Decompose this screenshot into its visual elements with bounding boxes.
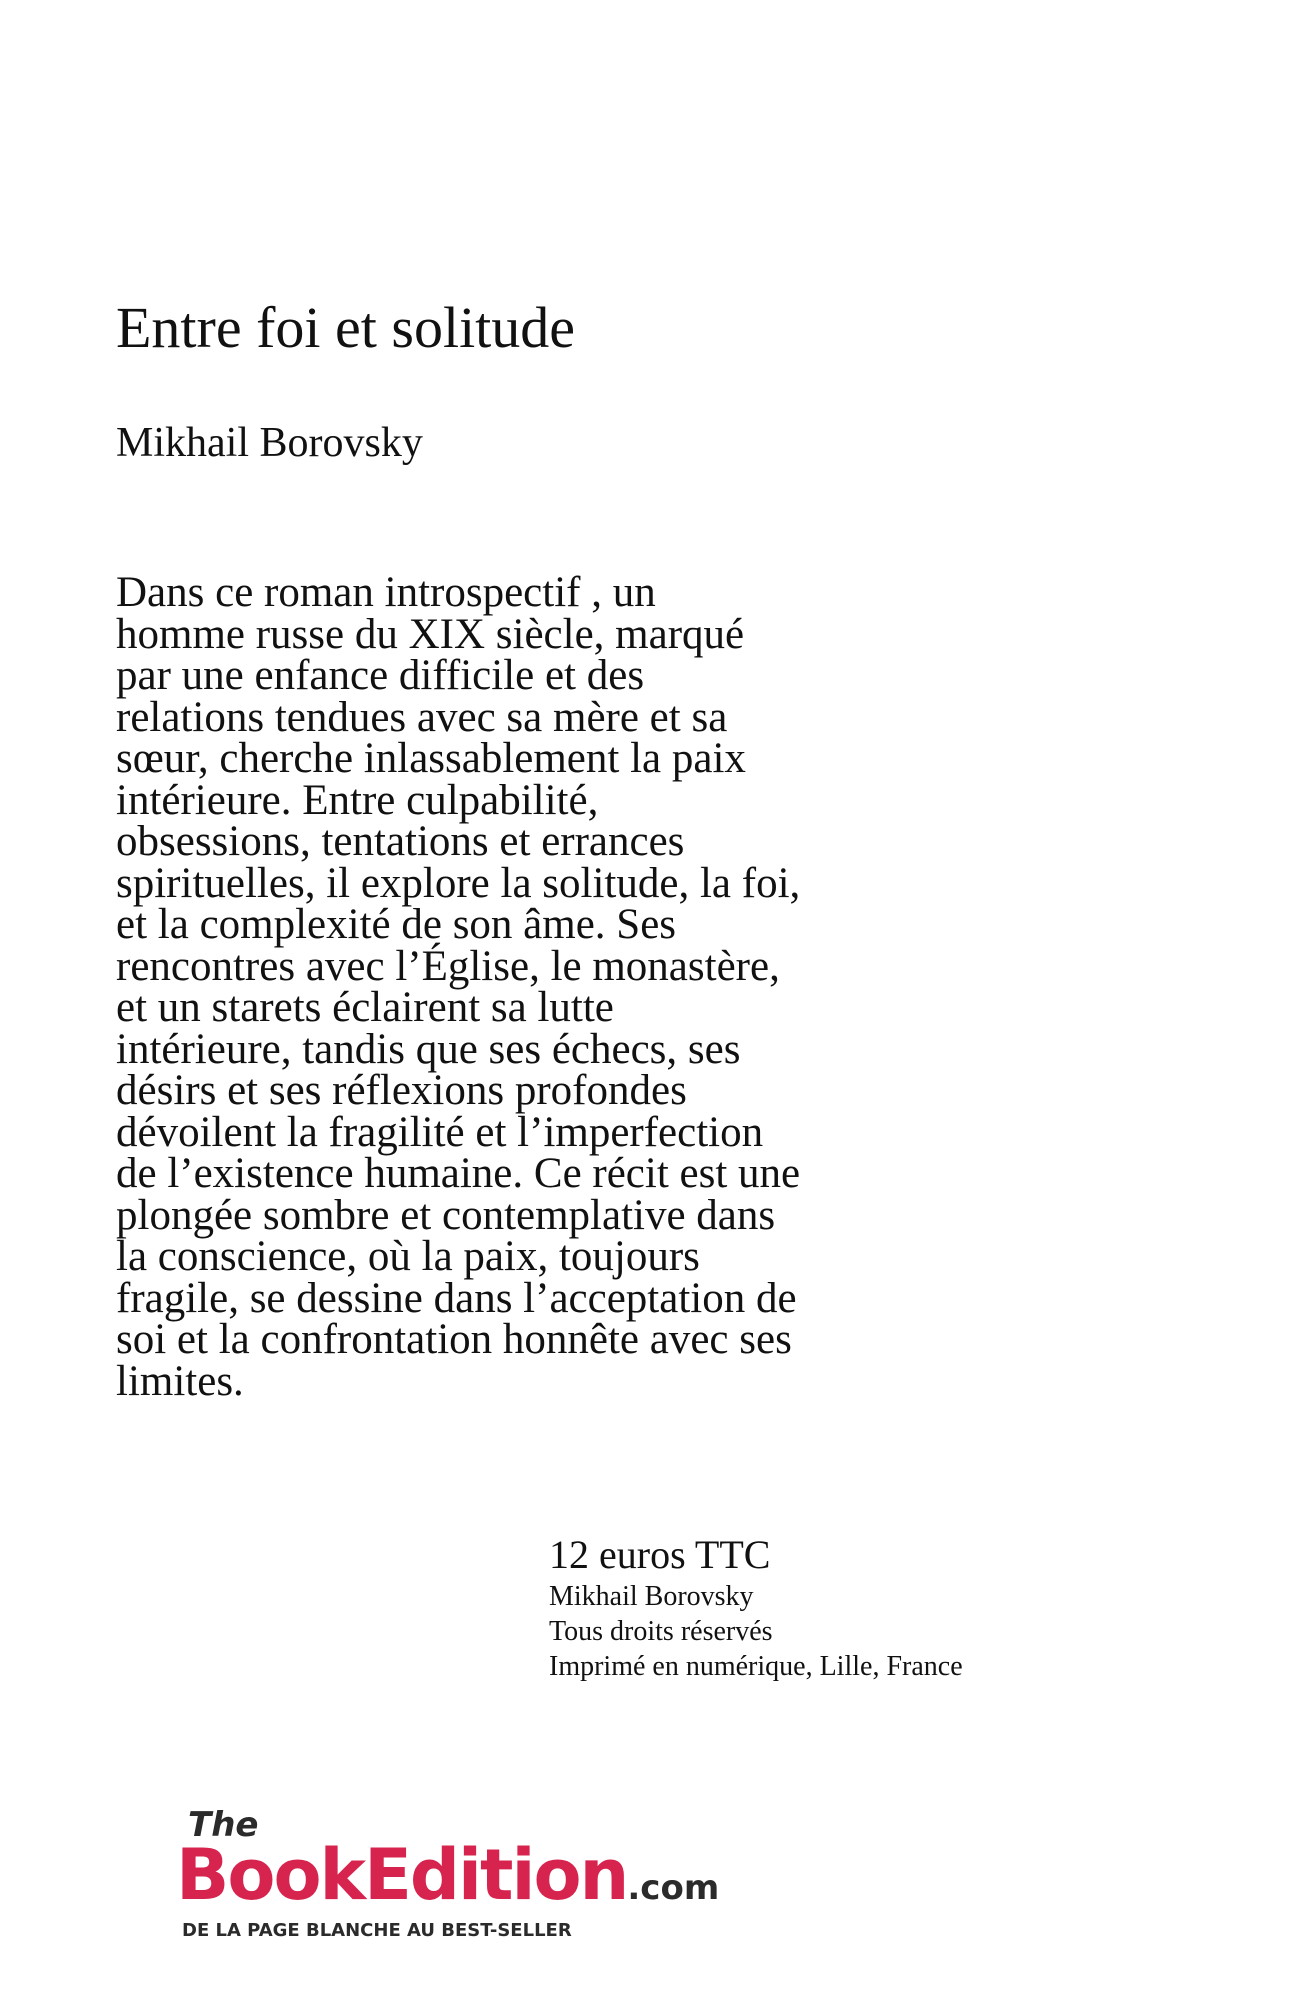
blurb-line: spirituelles, il explore la solitude, la foi, (116, 859, 801, 907)
blurb-line: la conscience, où la paix, toujours (116, 1233, 700, 1280)
logo-domain: .com (627, 1868, 720, 1908)
rights-notice: Tous droits réservés (549, 1616, 773, 1647)
print-location: Imprimé en numérique, Lille, France (549, 1651, 963, 1682)
blurb-line: Dans ce roman introspectif , un (116, 569, 656, 616)
publisher-logo (176, 1805, 720, 1978)
blurb-line: plongée sombre et contemplative dans (116, 1191, 776, 1239)
logo-tagline: DE LA PAGE BLANCHE AU BEST-SELLER (182, 1920, 572, 1941)
blurb-line: fragile, se dessine dans l’acceptation de (116, 1274, 797, 1322)
blurb-line: intérieure, tandis que ses échecs, ses (116, 1025, 741, 1073)
logo-brand (176, 1834, 719, 1929)
logo-brand-name: BookEdition (176, 1834, 628, 1916)
blurb-line: dévoilent la fragilité et l’imperfection (116, 1108, 764, 1156)
book-title: Entre foi et solitude (116, 295, 576, 360)
colophon (549, 1531, 963, 1684)
blurb-line: obsessions, tentations et errances (116, 818, 685, 865)
blurb-line: rencontres avec l’Église, le monastère, (116, 942, 780, 990)
blurb-line: intérieure. Entre culpabilité, (116, 776, 599, 824)
blurb-line: homme russe du XIX siècle, marqué (116, 610, 745, 658)
blurb-line: désirs et ses réflexions profondes (116, 1067, 687, 1114)
blurb-line: sœur, cherche inlassablement la paix (116, 735, 746, 782)
book-author: Mikhail Borovsky (116, 420, 423, 466)
blurb-line: par une enfance difficile et des (116, 652, 645, 699)
blurb-line: et la complexité de son âme. Ses (116, 901, 677, 948)
blurb-line: soi et la confrontation honnête avec ses (116, 1316, 792, 1363)
back-cover-blurb (116, 569, 976, 1405)
colophon-author: Mikhail Borovsky (549, 1581, 754, 1612)
price-label: 12 euros TTC (549, 1532, 771, 1577)
blurb-line: de l’existence humaine. Ce récit est une (116, 1150, 801, 1197)
blurb-line: limites. (116, 1357, 244, 1405)
blurb-line: relations tendues avec sa mère et sa (116, 693, 728, 741)
blurb-line: et un starets éclairent sa lutte (116, 984, 614, 1031)
logo-the: The (188, 1805, 259, 1845)
